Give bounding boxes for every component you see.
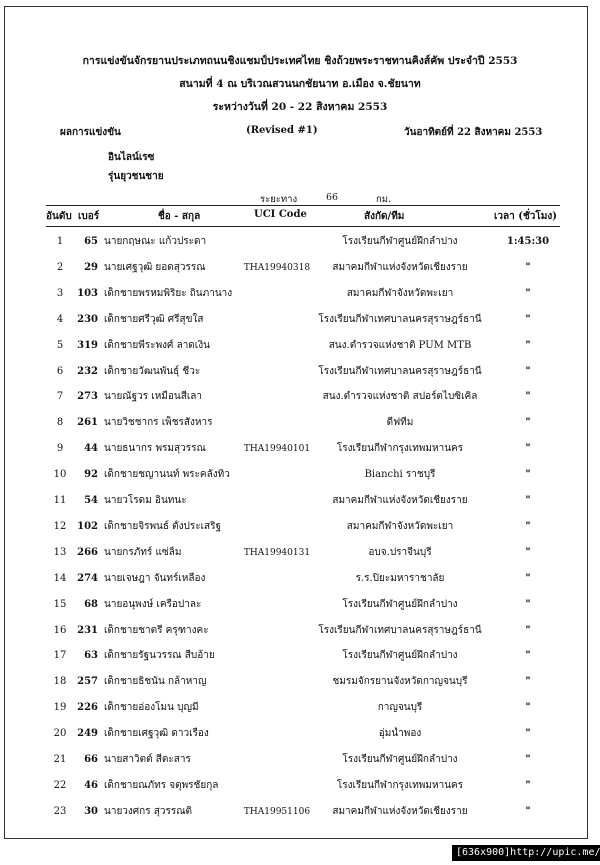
table-row [0,805,600,829]
rank-cell: 13 [53,546,67,558]
table-row [0,494,600,518]
bib-cell: 249 [77,728,98,740]
rider-name-cell: เด็กชายพีระพงศ์ ลาดเงิน [104,339,210,351]
bib-cell: 66 [84,754,98,765]
team-cell: โรงเรียนกีฬาเทศบาลนครสุราษฎร์ธานี [318,313,482,325]
rank-cell: 5 [56,339,64,351]
header-uci: UCI Code [254,209,307,220]
time-cell: " [525,805,531,817]
team-cell: โรงเรียนกีฬาเทศบาลนครสุราษฎร์ธานี [318,624,482,636]
bib-cell: 44 [84,443,98,455]
table-row [0,546,600,570]
team-cell: สนง.ตำรวจแห่งชาติ สปอร์ตไบซิเคิล [322,391,478,403]
team-cell: สมาคมกีฬาจังหวัดพะเยา [346,520,454,532]
table-row [0,390,600,414]
time-cell: " [525,313,531,325]
bib-cell: 103 [77,287,98,299]
category-name: รุ่นยุวชนชาย [108,171,164,182]
team-cell: สมาคมกีฬาแห่งจังหวัดเชียงราย [332,495,468,506]
rider-name-cell: นายวโรดม อินทนะ [104,495,187,506]
rank-cell: 14 [53,572,67,584]
rank-cell: 9 [56,443,64,455]
rank-cell: 17 [53,650,67,662]
header-name: ชื่อ - สกุล [158,211,201,222]
table-row [0,339,600,363]
table-row [0,287,600,311]
time-cell: " [525,443,531,455]
table-row [0,468,600,492]
rank-cell: 7 [56,391,64,403]
bib-cell: 274 [77,572,98,584]
rider-name-cell: นายวิชชากร เพ็ชรสังหาร [104,417,213,429]
team-cell: ดีฟทีม [386,417,414,429]
rider-name-cell: นายกรภัทร์ แซ่ลิ้ม [104,546,182,558]
rider-name-cell: เด็กชายรัฐนวรรณ สืบอ้าย [104,650,215,662]
table-row [0,624,600,648]
time-cell: " [525,754,531,765]
rank-cell: 21 [53,754,67,765]
time-cell: " [525,520,531,532]
rank-cell: 2 [56,261,64,273]
header-venue: สนามที่ 4 ณ บริเวณสวนนกชัยนาท อ.เมือง จ.ชัยนาท [179,78,421,90]
time-cell: " [525,572,531,584]
bib-cell: 29 [84,261,98,273]
bib-cell: 230 [77,313,98,325]
bib-cell: 63 [84,650,98,662]
time-cell: " [525,598,531,610]
team-cell: โรงเรียนกีฬากรุงเทพมหานคร [336,443,464,455]
bib-cell: 273 [77,391,98,403]
bib-cell: 68 [84,598,98,610]
time-cell: " [525,624,531,636]
rider-name-cell: เด็กชายวัฒนพันธุ์ ชีวะ [104,365,201,377]
rank-cell: 23 [53,805,67,817]
time-cell: " [525,287,531,299]
rider-name-cell: เด็กชายธิชนัน กล้าหาญ [104,676,207,688]
team-cell: โรงเรียนกีฬาศูนย์ฝึกลำปาง [342,598,458,610]
rank-cell: 16 [53,624,67,636]
rank-cell: 19 [53,702,67,714]
table-row [0,675,600,699]
team-cell: โรงเรียนกีฬาศูนย์ฝึกลำปาง [342,236,458,247]
time-cell: 1:45:30 [506,236,550,247]
image-host-tag: [636x900]http://upic.me/ [452,845,600,861]
results-label: ผลการแข่งขัน [60,127,121,138]
table-row [0,365,600,389]
header-rank: อันดับ [46,211,72,222]
table-row [0,649,600,673]
time-cell: " [525,650,531,662]
time-cell: " [525,728,531,740]
team-cell: อุ่มน้ำพอง [378,728,422,740]
event-name: อินไลน์เรซ [108,152,155,163]
team-cell: สมาคมกีฬาแห่งจังหวัดเชียงราย [332,261,468,273]
time-cell: " [525,495,531,506]
table-header-rule [46,226,560,227]
bib-cell: 231 [77,624,98,636]
table-row [0,313,600,337]
team-cell: สมาคมกีฬาแห่งจังหวัดเชียงราย [332,805,468,817]
rider-name-cell: เด็กชายอ่องโมน บุญมี [104,702,199,714]
team-cell: กาญจนบุรี [377,702,423,714]
rank-cell: 22 [53,779,67,791]
rider-name-cell: เด็กชายชญานนท์ พระคลังทิว [104,469,230,481]
table-top-rule [46,205,560,206]
team-cell: ร.ร.ปิยะมหาราชาลัย [355,572,445,584]
time-cell: " [525,417,531,429]
team-cell: อบจ.ปราจีนบุรี [368,546,432,558]
time-cell: " [525,469,531,481]
team-cell: โรงเรียนกีฬาศูนย์ฝึกลำปาง [342,754,458,765]
bib-cell: 102 [77,520,98,532]
team-cell: โรงเรียนกีฬาเทศบาลนครสุราษฎร์ธานี [318,365,482,377]
table-row [0,416,600,440]
header-team: สังกัด/ทีม [364,211,405,222]
bib-cell: 92 [84,469,98,481]
rider-name-cell: นายเศฐวุฒิ ยอดสุวรรณ [104,261,206,273]
time-cell: " [525,779,531,791]
table-row [0,727,600,751]
team-cell: สนง.ตำรวจแห่งชาติ PUM MTB [328,339,472,351]
team-cell: โรงเรียนกีฬากรุงเทพมหานคร [336,779,464,791]
uci-code-cell: THA19940101 [243,444,311,455]
time-cell: " [525,702,531,714]
rider-name-cell: เด็กชายชาตรี ครุฑางคะ [104,624,209,636]
team-cell: โรงเรียนกีฬาศูนย์ฝึกลำปาง [342,650,458,662]
rider-name-cell: เด็กชายเศฐวุฒิ ดาวเรือง [104,728,209,740]
table-row [0,779,600,803]
table-row [0,235,600,259]
distance-value: 66 [326,192,339,203]
rank-cell: 1 [56,236,64,247]
header-time: เวลา (ชั่วโมง) [494,211,557,222]
time-cell: " [525,676,531,688]
team-cell: สมาคมกีฬาจังหวัดพะเยา [346,287,454,299]
rank-cell: 10 [53,469,67,481]
rider-name-cell: เด็กชายณภัทร จตุพรชัยกุล [104,779,219,791]
distance-unit: กม. [376,194,392,205]
rank-cell: 18 [53,676,67,688]
rank-cell: 6 [56,365,64,377]
table-row [0,520,600,544]
table-row [0,261,600,285]
distance-label: ระยะทาง [260,194,298,205]
rider-name-cell: นายวงศกร สุวรรณติ [104,805,192,817]
bib-cell: 266 [77,546,98,558]
rider-name-cell: เด็กชายศรีวุฒิ ศรีสุขใส [104,313,204,325]
bib-cell: 319 [77,339,98,351]
rank-cell: 12 [53,520,67,532]
table-row [0,442,600,466]
table-row [0,753,600,777]
bib-cell: 30 [84,805,98,817]
bib-cell: 46 [84,779,98,791]
time-cell: " [525,339,531,351]
time-cell: " [525,546,531,558]
rider-name-cell: นายสาวิตต์ สีตะสาร [104,754,191,765]
bib-cell: 232 [77,365,98,377]
rank-cell: 15 [53,598,67,610]
rider-name-cell: นายณัฐวร เหมือนสีเลา [104,391,202,403]
rank-cell: 4 [56,313,64,325]
time-cell: " [525,391,531,403]
team-cell: ชมรมจักรยานจังหวัดกาญจนบุรี [332,676,468,688]
uci-code-cell: THA19951106 [243,806,311,817]
rider-name-cell: นายเจษฎา จันทร์เหลือง [104,572,206,584]
bib-cell: 257 [77,676,98,688]
time-cell: " [525,261,531,273]
rank-cell: 20 [53,728,67,740]
bib-cell: 226 [77,702,98,714]
race-date: วันอาทิตย์ที่ 22 สิงหาคม 2553 [404,127,543,138]
rank-cell: 8 [56,417,64,429]
bib-cell: 261 [77,417,98,429]
rider-name-cell: นายกฤษณะ แก้วประดา [104,236,207,247]
bib-cell: 54 [84,495,98,506]
rank-cell: 11 [53,495,67,506]
rank-cell: 3 [56,287,64,299]
revision-label: (Revised #1) [246,125,318,136]
time-cell: " [525,365,531,377]
bib-cell: 65 [84,236,98,247]
rider-name-cell: นายอนุพงษ์ เครือปาละ [104,598,202,610]
team-cell: Bianchi ราชบุรี [364,469,436,481]
rider-name-cell: เด็กชายพรหมพิริยะ ถิ่นภานาง [104,287,233,299]
header-dates: ระหว่างวันที่ 20 - 22 สิงหาคม 2553 [212,101,388,113]
table-row [0,701,600,725]
rider-name-cell: นายธนากร พรมสุวรรณ [104,443,206,455]
header-bib: เบอร์ [78,211,100,222]
header-title: การแข่งขันจักรยานประเภทถนนชิงแชมป์ประเทศไทย ชิงถ้วยพระราชทานคิงส์คัพ ประจำปี 2553 [82,55,518,67]
uci-code-cell: THA19940131 [243,547,311,558]
table-row [0,572,600,596]
uci-code-cell: THA19940318 [243,262,311,273]
table-row [0,598,600,622]
rider-name-cell: เด็กชายจิรพนธ์ ตั้งประเสริฐ [104,520,222,532]
